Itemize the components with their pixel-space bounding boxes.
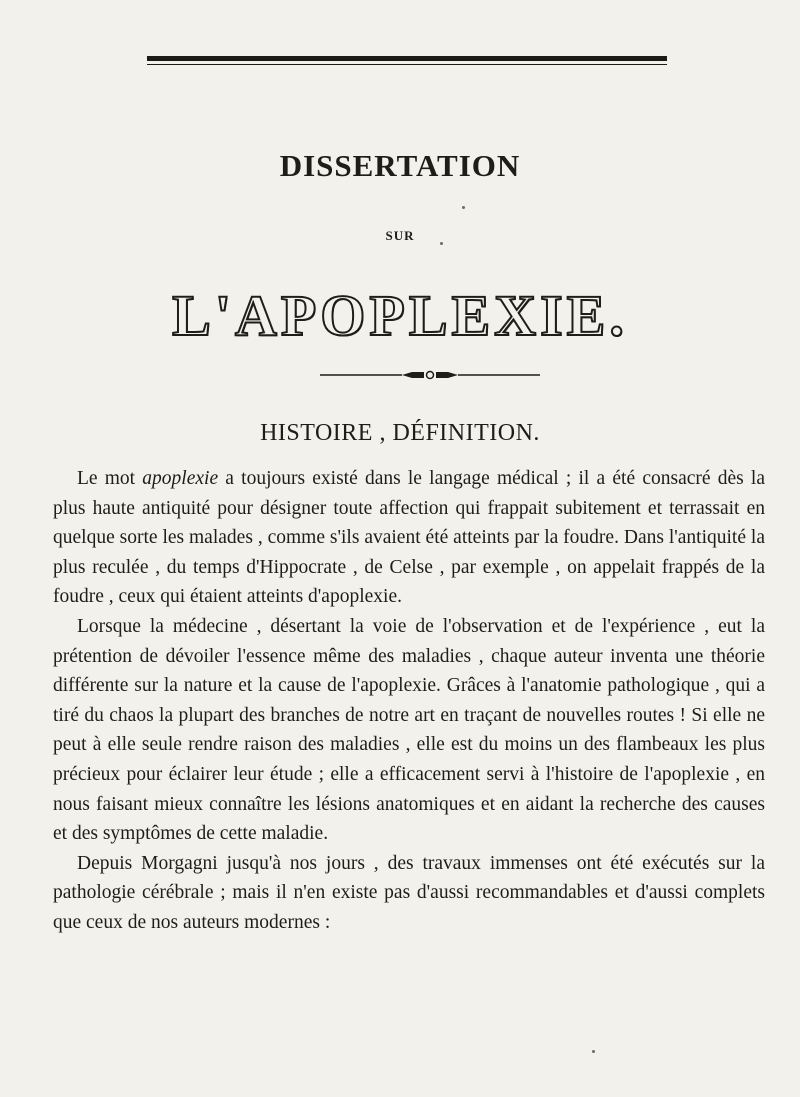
paragraph-1-rest: a toujours existé dans le langage médical ; il a été consacré dès la plus haute antiquité pour désigner toute affection qui frappait subitement et terrassait en quelque sorte les malades , comme s'ils avaient été atteints par la foudre. Dans l'antiquité la plus reculée , du temps d'Hippocrate , de Celse , par exemple , on appelait frappés de la foudre , ceux qui étaient atteints d'apoplexie. bbox=[53, 468, 765, 608]
paragraph-1-lead: Le mot bbox=[77, 468, 143, 489]
section-heading: HISTOIRE , DÉFINITION. bbox=[260, 420, 540, 446]
paper-speck bbox=[592, 1050, 595, 1053]
ornamental-rule-icon bbox=[320, 370, 540, 380]
paragraph-1 bbox=[53, 464, 765, 612]
subject-title: L'APOPLEXIE. bbox=[172, 283, 628, 348]
sur-label: SUR bbox=[385, 228, 415, 243]
paper-speck bbox=[440, 242, 443, 245]
paragraph-1-emphasis: apoplexie bbox=[142, 468, 219, 489]
paragraph-3: Depuis Morgagni jusqu'à nos jours , des travaux immenses ont été exécutés sur la pathologie cérébrale ; mais il n'en existe pas d'aussi recommandables et d'aussi complets que ceux de nos auteurs modernes : bbox=[53, 852, 765, 933]
top-double-rule bbox=[147, 56, 667, 61]
title: DISSERTATION bbox=[279, 148, 521, 183]
body-text bbox=[53, 464, 765, 938]
paragraph-2: Lorsque la médecine , désertant la voie de l'observation et de l'expérience , eut la prétention de dévoiler l'essence même des maladies , chaque auteur inventa une théorie différente sur la nature et la cause de l'apoplexie. Grâces à l'anatomie pathologique , qui a tiré du chaos la plupart des branches de notre art en traçant de nouvelles routes ! Si elle ne peut à elle seule rendre raison des maladies , elle est du moins un des flambeaux les plus précieux pour éclairer leur étude ; elle a efficacement servi à l'histoire de l'apoplexie , en nous faisant mieux connaître les lésions anatomiques et en aidant la recherche des causes et des symptômes de cette maladie. bbox=[53, 615, 765, 845]
paper-speck bbox=[462, 206, 465, 209]
